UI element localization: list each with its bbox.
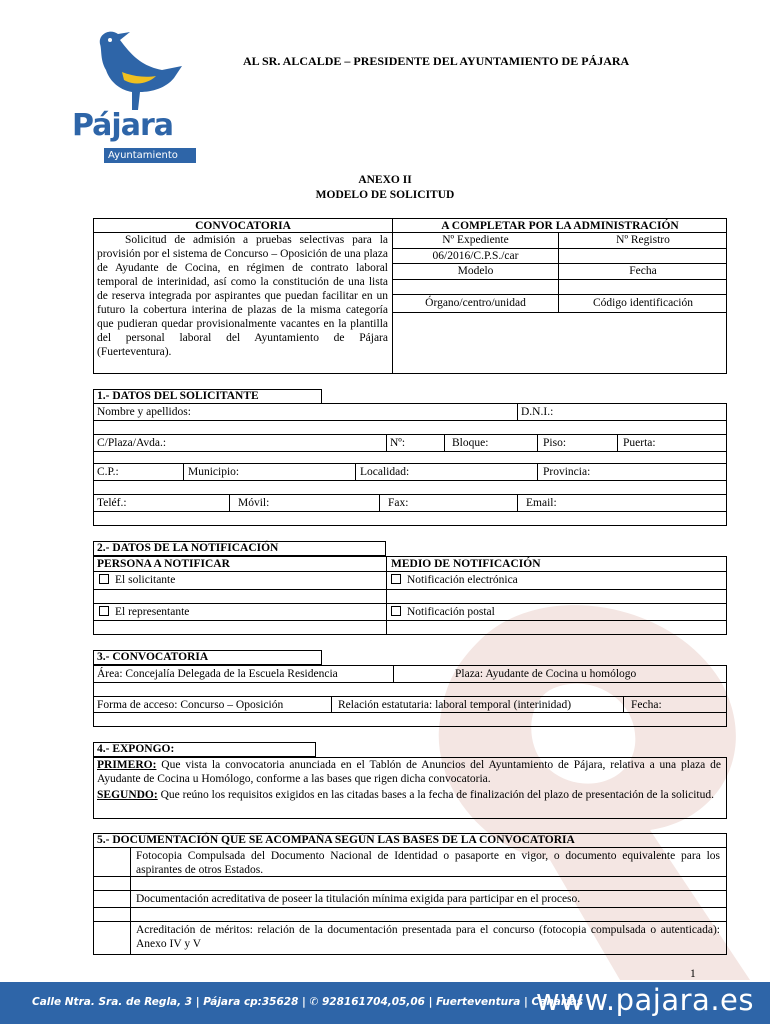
area-text: Área: Concejalía Delegada de la Escuela Residencia [97,668,338,680]
logo-name: Pájara [72,108,173,143]
persona-heading: PERSONA A NOTIFICAR [97,558,230,570]
fecha-label: Fecha [629,265,657,277]
option-electronica-label: Notificación electrónica [407,574,518,586]
expediente-value: 06/2016/C.P.S./car [432,250,519,262]
form-title: MODELO DE SOLICITUD [315,189,455,201]
section1-heading: 1.- DATOS DEL SOLICITANTE [97,390,259,402]
registro-label: Nº Registro [616,234,670,246]
bird-icon [70,26,196,116]
footer-website[interactable]: www.pajara.es [535,983,754,1017]
option-electronica[interactable] [391,573,518,587]
telefono-field[interactable]: Teléf.: [97,497,127,509]
dni-field[interactable]: D.N.I.: [521,406,554,418]
municipal-logo [70,26,196,166]
municipio-field[interactable]: Municipio: [188,466,240,478]
segundo-paragraph [97,788,721,802]
section2-heading: 2.- DATOS DE LA NOTIFICACIÓN [97,542,279,554]
option-representante[interactable] [99,605,189,619]
numero-field[interactable]: Nº: [390,437,406,449]
convocatoria-text: Solicitud de admisión a pruebas selectivas para la provisión por el sistema de Concurso – Oposición de una plaza de Ayudante de Cocina, en régimen de contrato laboral temporal de interinidad, así como la constitución de una lista de reserva integrada por aspirantes que puedan facilitar en un futuro la cobertura interina de plazas de la misma categoría que pudieran quedar provisionalmente vacantes en la plantilla del personal laboral del Ayuntamiento de Pájara (Fuerteventura). [97,234,388,358]
puerta-field[interactable]: Puerta: [623,437,656,449]
option-solicitante-label: El solicitante [115,574,176,586]
nombre-field[interactable]: Nombre y apellidos: [97,406,191,418]
modelo-label: Modelo [457,265,494,277]
addressee-title: AL SR. ALCALDE – PRESIDENTE DEL AYUNTAMIENTO DE PÁJARA [243,54,630,68]
relacion-text: Relación estatutaria: laboral temporal (interinidad) [338,699,572,711]
doc1-text: Fotocopia Compulsada del Documento Nacional de Identidad o pasaporte en vigor, o documento equivalente para los aspirantes de otros Estados. [136,850,720,876]
footer-bar [0,982,770,1024]
option-solicitante[interactable] [99,573,175,587]
localidad-field[interactable]: Localidad: [360,466,410,478]
movil-field[interactable]: Móvil: [238,497,270,509]
piso-field[interactable]: Piso: [543,437,567,449]
primero-label: PRIMERO: [97,759,157,771]
organo-label: Órgano/centro/unidad [425,297,526,309]
section3-heading: 3.- CONVOCATORIA [97,651,209,663]
primero-text: Que vista la convocatoria anunciada en el Tablón de Anuncios del Ayuntamiento de Pájara, relativa a una plaza de Ayudante de Cocina u Homólogo, conforme a las bases que rigen dicha convocatoria. [97,759,722,785]
option-postal[interactable] [391,605,495,619]
checkbox-electronica[interactable] [391,574,401,584]
admin-heading: A COMPLETAR POR LA ADMINISTRACIÓN [441,220,679,232]
checkbox-representante[interactable] [99,606,109,616]
annex-title: ANEXO II [358,174,412,186]
codigo-label: Código identificación [593,297,693,309]
provincia-field[interactable]: Provincia: [543,466,591,478]
segundo-text: Que reúno los requisitos exigidos en las citadas bases a la fecha de finalización del plazo de presentación de la solicitud. [160,789,714,801]
option-postal-label: Notificación postal [407,606,495,618]
primero-paragraph [97,758,721,786]
email-field[interactable]: Email: [526,497,557,509]
calle-field[interactable]: C/Plaza/Avda.: [97,437,167,449]
cp-field[interactable]: C.P.: [97,466,119,478]
forma-acceso-text: Forma de acceso: Concurso – Oposición [97,699,284,711]
convocatoria-heading: CONVOCATORIA [195,220,291,232]
segundo-label: SEGUNDO: [97,789,158,801]
expediente-label: Nº Expediente [442,234,509,246]
fax-field[interactable]: Fax: [388,497,409,509]
checkbox-solicitante[interactable] [99,574,109,584]
bloque-field[interactable]: Bloque: [452,437,489,449]
footer-address: Calle Ntra. Sra. de Regla, 3 | Pájara cp:35628 | ✆ 928161704,05,06 | Fuerteventura | Canarias [32,996,583,1008]
option-representante-label: El representante [115,606,190,618]
logo-subtitle: Ayuntamiento [104,148,196,163]
medio-heading: MEDIO DE NOTIFICACIÓN [391,558,541,570]
plaza-text: Plaza: Ayudante de Cocina u homólogo [455,668,637,680]
section5-heading: 5.- DOCUMENTACIÓN QUE SE ACOMPAÑA SEGÚN LAS BASES DE LA CONVOCATORIA [97,834,575,846]
page-number: 1 [690,968,696,980]
section4-heading: 4.- EXPONGO: [97,743,175,755]
checkbox-postal[interactable] [391,606,401,616]
doc2-text: Documentación acreditativa de poseer la titulación mínima exigida para participar en el proceso. [136,893,581,905]
doc3-text: Acreditación de méritos: relación de la documentación presentada para el concurso (fotocopia compulsada o autenticada): Anexo IV y V [136,924,720,950]
fecha-field[interactable]: Fecha: [631,699,662,711]
